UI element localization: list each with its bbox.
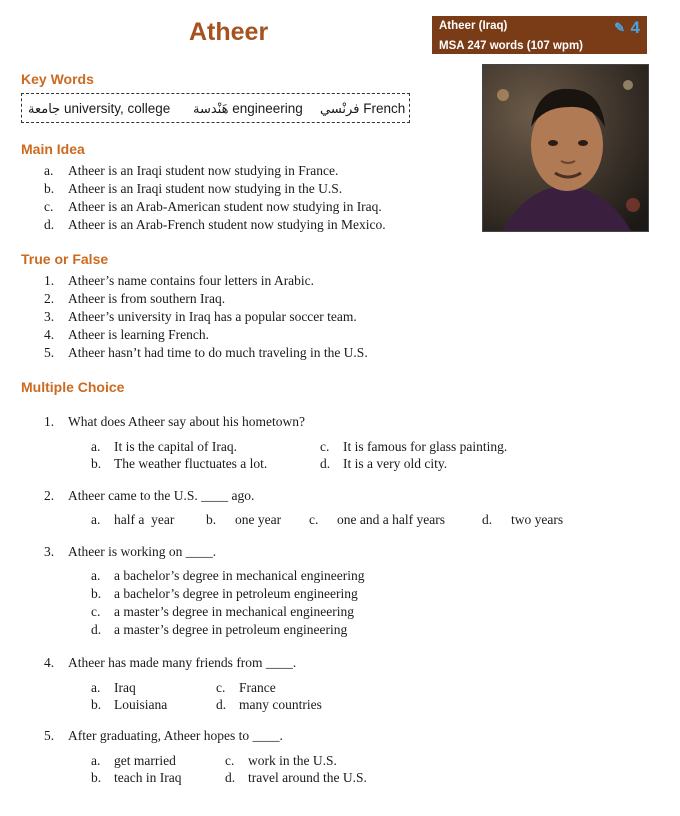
option-text: one and a half years <box>337 512 445 527</box>
option-text: Iraq <box>114 680 136 695</box>
option-marker: a. <box>91 753 101 768</box>
question-marker: 2. <box>44 488 55 503</box>
option-text: The weather fluctuates a lot. <box>114 456 268 471</box>
key-word-item <box>320 101 405 117</box>
question-marker: 3. <box>44 544 55 559</box>
option-marker: c. <box>225 753 235 768</box>
option-marker: b. <box>206 512 217 527</box>
option-text: It is famous for glass painting. <box>343 439 508 454</box>
option-marker: c. <box>216 680 226 695</box>
option-marker: d. <box>225 770 236 785</box>
item-text: Atheer’s university in Iraq has a popular soccer team. <box>68 309 357 324</box>
item-text: Atheer is from southern Iraq. <box>68 291 226 306</box>
question-marker: 4. <box>44 655 55 670</box>
option-marker: a. <box>44 163 54 178</box>
key-word-english: engineering <box>232 101 303 116</box>
option-text: travel around the U.S. <box>248 770 367 785</box>
option-marker: b. <box>91 456 102 471</box>
item-marker: 4. <box>44 327 55 342</box>
level-number: 4 <box>630 18 640 37</box>
pencil-icon: ✎ <box>614 20 625 35</box>
option-text: It is the capital of Iraq. <box>114 439 237 454</box>
option-marker: c. <box>320 439 330 454</box>
option-text: many countries <box>239 697 322 712</box>
item-marker: 5. <box>44 345 55 360</box>
option-marker: b. <box>91 586 102 601</box>
option-marker: b. <box>44 181 55 196</box>
key-word-arabic: فرنْسي <box>320 102 360 117</box>
option-text: Atheer is an Iraqi student now studying in the U.S. <box>68 181 343 196</box>
speaker-label: Atheer (Iraq) <box>439 20 508 32</box>
variety-word-count: MSA 247 words (107 wpm) <box>439 40 584 52</box>
item-text: Atheer hasn’t had time to do much traveling in the U.S. <box>68 345 368 360</box>
option-marker: a. <box>91 680 101 695</box>
option-marker: d. <box>91 622 102 637</box>
option-text: two years <box>511 512 564 527</box>
option-text: Atheer is an Arab-American student now studying in Iraq. <box>68 199 382 214</box>
option-text: one year <box>235 512 282 527</box>
page-title: Atheer <box>189 18 269 46</box>
option-marker: d. <box>320 456 331 471</box>
true-false-heading: True or False <box>21 251 109 267</box>
option-text: a bachelor’s degree in mechanical engineering <box>114 568 365 583</box>
option-marker: a. <box>91 439 101 454</box>
item-marker: 1. <box>44 273 55 288</box>
option-marker: b. <box>91 697 102 712</box>
info-box <box>432 16 647 54</box>
multiple-choice-heading: Multiple Choice <box>21 379 125 395</box>
key-word-english: university, college <box>63 101 171 116</box>
key-word-english: French <box>363 101 406 116</box>
option-text: a master’s degree in mechanical engineering <box>114 604 355 619</box>
option-marker: c. <box>44 199 54 214</box>
portrait-photo <box>482 64 649 232</box>
option-text: France <box>239 680 276 695</box>
option-marker: a. <box>91 512 101 527</box>
question-text: Atheer came to the U.S. ____ ago. <box>68 488 255 503</box>
question-text: After graduating, Atheer hopes to ____. <box>68 728 283 743</box>
option-marker: d. <box>216 697 227 712</box>
option-text: a bachelor’s degree in petroleum engineering <box>114 586 358 601</box>
option-text: a master’s degree in petroleum engineering <box>114 622 348 637</box>
key-word-item <box>193 101 303 117</box>
question-marker: 1. <box>44 414 55 429</box>
option-text: Atheer is an Arab-French student now studying in Mexico. <box>68 217 386 232</box>
option-text: Atheer is an Iraqi student now studying in France. <box>68 163 339 178</box>
item-marker: 3. <box>44 309 55 324</box>
key-word-arabic: هَنْدسة <box>193 102 229 117</box>
option-text: work in the U.S. <box>248 753 337 768</box>
key-words-box <box>21 93 410 123</box>
option-marker: d. <box>44 217 55 232</box>
option-text: teach in Iraq <box>114 770 182 785</box>
item-text: Atheer is learning French. <box>68 327 209 342</box>
option-marker: d. <box>482 512 493 527</box>
key-words-heading: Key Words <box>21 71 94 87</box>
question-text: Atheer is working on ____. <box>68 544 217 559</box>
option-marker: a. <box>91 568 101 583</box>
key-word-item <box>28 101 170 117</box>
option-text: It is a very old city. <box>343 456 448 471</box>
question-text: Atheer has made many friends from ____. <box>68 655 297 670</box>
main-idea-heading: Main Idea <box>21 141 85 157</box>
option-text: get married <box>114 753 176 768</box>
option-marker: c. <box>91 604 101 619</box>
question-text: What does Atheer say about his hometown? <box>68 414 305 429</box>
option-text: Louisiana <box>114 697 168 712</box>
option-marker: b. <box>91 770 102 785</box>
item-text: Atheer’s name contains four letters in Arabic. <box>68 273 315 288</box>
option-marker: c. <box>309 512 319 527</box>
option-text: half a year <box>114 512 175 527</box>
key-word-arabic: جامعة <box>28 102 61 117</box>
question-marker: 5. <box>44 728 55 743</box>
item-marker: 2. <box>44 291 55 306</box>
